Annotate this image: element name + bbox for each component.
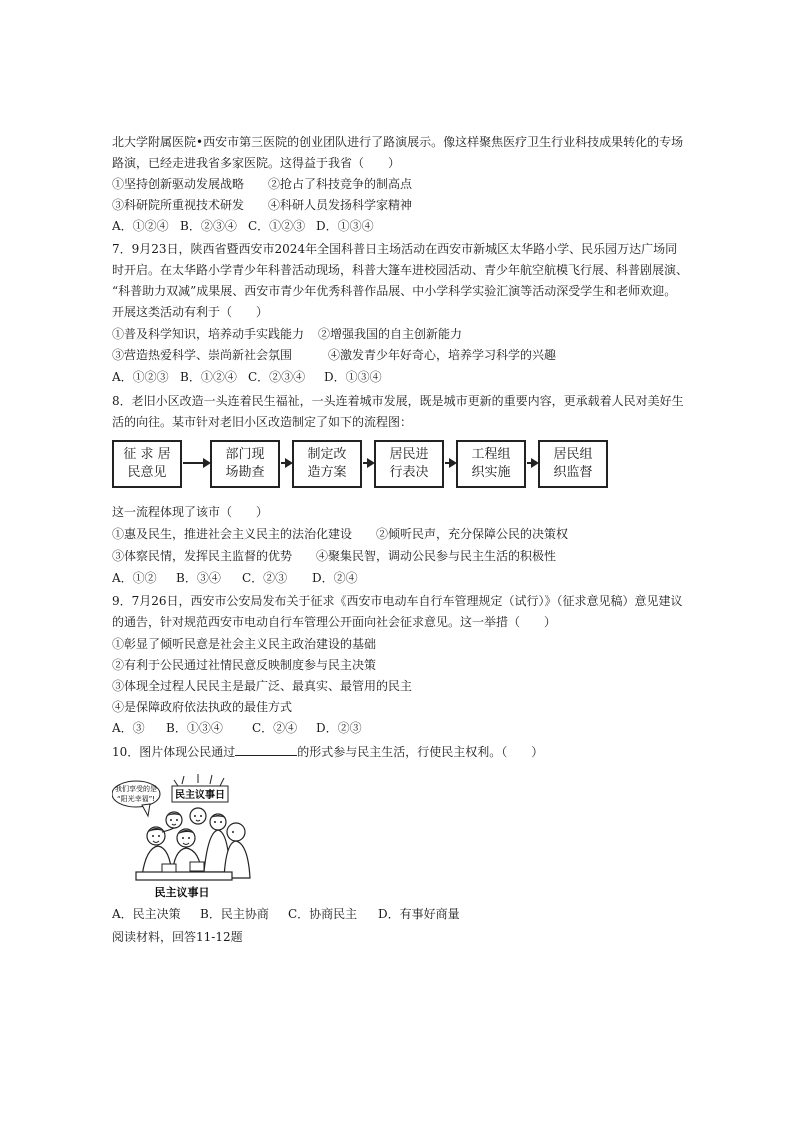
q7-option-3: ③营造热爱科学、崇尚新社会氛围	[112, 348, 293, 362]
q6-choice-b[interactable]: B．②③④	[180, 219, 237, 233]
q10-cartoon	[112, 772, 252, 900]
q8-options-row-2	[112, 548, 556, 564]
q6-option-3: ③科研院所重视技术研发	[112, 198, 245, 212]
q6-options-row-1	[112, 176, 412, 192]
speech-line-1: 我们享受的是	[115, 785, 157, 793]
flow-step-1: 征 求 居 民意见	[112, 440, 182, 488]
q7-options-row-1	[112, 326, 462, 342]
q8-choices	[112, 570, 358, 586]
q7-option-2: ②增强我国的自主创新能力	[318, 327, 463, 341]
q9-stem-line-2: 的通告，针对规范西安市电动自行车管理公开面向社会征求意见。这一举措（ ）	[112, 615, 557, 629]
q7-stem-line-3: “科普助力双减”成果展、西安市青少年优秀科普作品展、中小学科学实验汇演等活动深受学生和老师欢迎。	[112, 284, 677, 298]
q10-blank	[235, 744, 297, 756]
q9-choice-c[interactable]: C．②④	[252, 721, 298, 735]
flow-arrow-2	[281, 462, 291, 464]
q10-choice-a[interactable]: A．民主决策	[112, 907, 181, 921]
flow-step-6: 居民组 织监督	[538, 440, 608, 488]
q6-option-2: ②抢占了科技竞争的制高点	[268, 177, 413, 191]
cartoon-caption: 民主议事日	[154, 886, 210, 899]
q6-options-row-2	[112, 197, 412, 213]
q9-option-3: ③体现全过程人民民主是最广泛、最真实、最管用的民主	[112, 679, 413, 693]
q8-flowchart	[112, 440, 612, 492]
q7-choice-d[interactable]: D．①③④	[324, 370, 382, 384]
q10-stem-before: 10．图片体现公民通过	[112, 745, 236, 759]
q9-choice-a[interactable]: A．③	[112, 721, 145, 735]
q10-choices	[112, 906, 460, 922]
flow-arrow-1	[183, 462, 209, 464]
q10-choice-b[interactable]: B．民主协商	[200, 907, 269, 921]
q7-choice-c[interactable]: C．②③④	[248, 370, 306, 384]
q10-stem-after: 的形式参与民主生活，行使民主权利。（ ）	[297, 745, 544, 759]
q9-option-1: ①彰显了倾听民意是社会主义民主政治建设的基础	[112, 637, 377, 651]
q9-stem-line-1: 9．7月26日，西安市公安局发布关于征求《西安市电动车自行车管理规定（试行）》（征求意见稿）意见建议	[112, 594, 683, 608]
q6-choice-c[interactable]: C．①②③	[248, 219, 306, 233]
q7-option-1: ①普及科学知识，培养动手实践能力	[112, 327, 305, 341]
q7-stem-line-1: 7．9月23日，陕西省暨西安市2024年全国科普日主场活动在西安市新城区太华路小学、民乐园万达广场同	[112, 242, 678, 256]
speech-line-2: “阳光幸福”!	[116, 795, 156, 803]
q8-option-3: ③体察民情，发挥民主监督的优势	[112, 549, 293, 563]
q6-choice-d[interactable]: D．①③④	[316, 219, 374, 233]
flow-arrow-4	[445, 462, 455, 464]
q8-question: 这一流程体现了该市（ ）	[112, 505, 269, 519]
flow-arrow-5	[527, 462, 537, 464]
flow-step-5: 工程组 织实施	[456, 440, 526, 488]
flow-step-3: 制定改 造方案	[292, 440, 362, 488]
q8-choice-d[interactable]: D．②④	[312, 571, 358, 585]
q8-stem-line-2: 活的向往。某市针对老旧小区改造制定了如下的流程图：	[112, 415, 413, 429]
flow-step-4: 居民进 行表决	[374, 440, 444, 488]
q6-option-4: ④科研人员发扬科学家精神	[268, 198, 413, 212]
q9-option-2: ②有利于公民通过社情民意反映制度参与民主决策	[112, 658, 377, 672]
q8-option-4: ④聚集民智，调动公民参与民主生活的积极性	[316, 549, 557, 563]
q8-option-1: ①惠及民生，推进社会主义民主的法治化建设	[112, 527, 353, 541]
q6-choices	[112, 218, 374, 234]
q8-choice-c[interactable]: C．②③	[242, 571, 288, 585]
q7-stem-line-2: 时开启。在太华路小学青少年科普活动现场，科普大篷车进校园活动、青少年航空航模飞行展、科普剧展演、	[112, 263, 689, 277]
q6-stem-line-2: 路演，已经走进我省多家医院。这得益于我省（ ）	[112, 156, 401, 170]
q6-stem-line-1: 北大学附属医院•西安市第三医院的创业团队进行了路演展示。像这样聚焦医疗卫生行业科技成果转化的专场	[112, 135, 684, 149]
q7-option-4: ④激发青少年好奇心，培养学习科学的兴趣	[328, 348, 557, 362]
q9-choice-b[interactable]: B．①③④	[166, 721, 223, 735]
q8-stem-line-1: 8．老旧小区改造一头连着民生福祉，一头连着城市发展，既是城市更新的重要内容，更承载着人民对美好生	[112, 394, 684, 408]
q8-choice-b[interactable]: B．③④	[176, 571, 221, 585]
flow-arrow-3	[363, 462, 373, 464]
flow-step-2: 部门现 场勘查	[210, 440, 280, 488]
sign-text: 民主议事日	[175, 790, 225, 801]
q6-option-1: ①坚持创新驱动发展战略	[112, 177, 245, 191]
q7-stem-line-4: 开展这类活动有利于（ ）	[112, 305, 269, 319]
q7-choices	[112, 369, 382, 385]
q10-stem	[112, 744, 543, 760]
q7-options-row-2	[112, 347, 556, 363]
q8-option-2: ②倾听民声，充分保障公民的决策权	[376, 527, 569, 541]
q6-choice-a[interactable]: A．①②④	[112, 219, 169, 233]
reading-instruction: 阅读材料，回答11-12题	[112, 930, 243, 944]
q10-choice-d[interactable]: D．有事好商量	[378, 907, 460, 921]
q10-choice-c[interactable]: C．协商民主	[288, 907, 358, 921]
q8-choice-a[interactable]: A．①②	[112, 571, 157, 585]
democracy-day-cartoon	[112, 772, 252, 900]
q7-choice-b[interactable]: B．①②④	[180, 370, 237, 384]
q8-options-row-1	[112, 526, 568, 542]
q9-choices	[112, 720, 362, 736]
q9-option-4: ④是保障政府依法执政的最佳方式	[112, 700, 293, 714]
q7-choice-a[interactable]: A．①②③	[112, 370, 169, 384]
q9-choice-d[interactable]: D．②③	[316, 721, 362, 735]
